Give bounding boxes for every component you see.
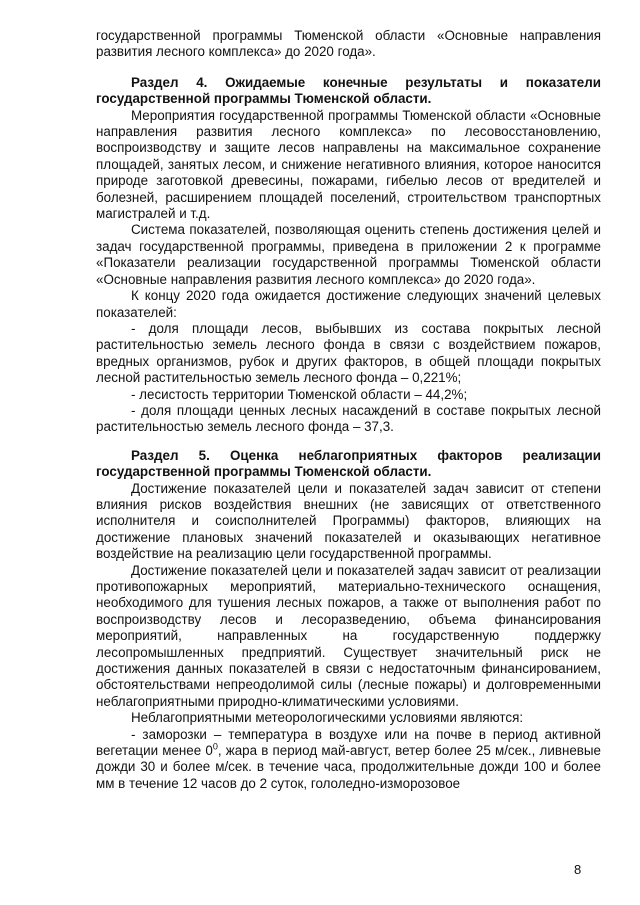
page-number: 8 [574, 862, 582, 877]
list-item-forest-cover: - лесистость территории Тюменской области – 44,2%; [131, 386, 468, 402]
paragraph-weather-intro: Неблагоприятными метеорологическими условиями являются: [131, 710, 524, 726]
document-page [96, 28, 601, 792]
paragraph-expected-results: К концу 2020 года ожидается достижение следующих значений целевых показателей: [96, 288, 601, 320]
list-item-frost [96, 727, 601, 793]
section-4-heading: Раздел 4. Ожидаемые конечные результаты и показатели государственной программы Тюменской области. [96, 74, 601, 107]
paragraph-risk-dependence: Достижение показателей цели и показателей задач зависит от реализации противопожарных мероприятий, материально-технического оснащения, необходимого для тушения лесных пожаров, а также от выполнения работ по воспроизводству лесов и лесоразведению, объема финансирования мероприятий, направленных на государственную поддержку лесопромышленных предприятий. Существует значительный риск не достижения данных показателей в связи с недостаточным финансированием, обстоятельствами непреодолимой силы (лесные пожары) и долговременными неблагоприятными природно-климатическими условиями. [96, 562, 601, 709]
paragraph-risk-factors: Достижение показателей цели и показателей задач зависит от степени влияния рисков воздействия внешних (не зависящих от ответственного исполнителя и соисполнителей Программы) факторов, влияющих на достижение плановых значений показателей и оказывающих негативное воздействие на реализацию цели государственной программы. [96, 480, 601, 562]
list-item-valuable-stands: - доля площади ценных лесных насаждений в составе покрытых лесной растительностью земель лесного фонда – 37,3. [96, 402, 601, 435]
section-5-heading: Раздел 5. Оценка неблагоприятных факторов реализации государственной программы Тюменской области. [96, 447, 601, 480]
degree-superscript: 0 [212, 741, 218, 752]
list-item-forest-loss: - доля площади лесов, выбывших из состава покрытых лесной растительностью земель лесного фонда в связи с воздействием пожаров, вредных организмов, рубок и других факторов, в общей площади покрытых лесной растительностью земель лесного фонда – 0,221%; [96, 320, 601, 386]
frost-text-before: - заморозки – температура в воздухе или на почве в период активной вегетации менее 0 [96, 726, 601, 759]
paragraph-measures: Мероприятия государственной программы Тюменской области «Основные направления развития лесного комплекса» по лесовосстановлению, воспроизводству и защите лесов направлены на максимальное сохранение площадей, занятых лесом, и снижение негативного влияния, которое наносится природе заготовкой древесины, пожарами, гибелью лесов от вредителей и болезней, расширением площадей поселений, строительством транспортных магистралей и т.д. [96, 107, 601, 222]
paragraph-intro: государственной программы Тюменской области «Основные направления развития лесного комплекса» до 2020 года». [96, 28, 601, 60]
paragraph-indicators-system: Система показателей, позволяющая оценить степень достижения целей и задач государственной программы, приведена в приложении 2 к программе «Показатели реализации государственной программы Тюменской области «Основные направления развития лесного комплекса» до 2020 года». [96, 222, 601, 287]
frost-text-after: , жара в период май-август, ветер более 25 м/сек., ливневые дожди 30 и более м/сек. в течение часа, продолжительные дожди 100 и более мм в течение 12 часов до 2 суток, гололедно-изморозовое [96, 743, 601, 791]
